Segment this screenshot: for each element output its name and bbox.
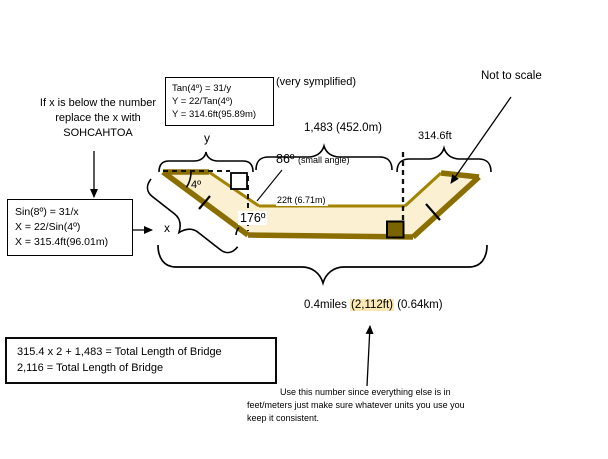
- very-simplified-label: (very symplified): [276, 76, 357, 88]
- y-brace: [159, 152, 253, 172]
- x-measure-label: x: [164, 221, 170, 235]
- tan-formula-line: Y = 22/Tan(4º): [172, 96, 233, 107]
- side-314-brace: [397, 148, 491, 172]
- sin-formula-box: [7, 199, 133, 256]
- units-note: [247, 386, 495, 424]
- tan-formula-line: Tan(4º) = 31/y: [172, 83, 232, 94]
- total-length-line: 2,116 = Total Length of Bridge: [17, 361, 164, 374]
- instruction-line: If x is below the number: [39, 97, 157, 109]
- total-length-line: 315.4 x 2 + 1,483 = Total Length of Bridge: [17, 346, 222, 358]
- sohcahtoa-instruction: [28, 96, 168, 141]
- corner-angle-label: 4º: [191, 179, 202, 191]
- not-to-scale-arrow: [451, 97, 511, 183]
- tan-formula-box: [165, 77, 274, 126]
- not-to-scale-label: Not to scale: [481, 70, 542, 82]
- units-note-line: keep it consistent.: [247, 412, 320, 423]
- total-length-label: [304, 299, 443, 311]
- right-angle-marker-open: [231, 173, 247, 189]
- slope-angle-note: (small angle): [297, 155, 350, 165]
- total-length-highlight: (2,112ft): [351, 299, 394, 311]
- instruction-line: replace the x with: [55, 112, 141, 124]
- deck-span-label: 1,483 (452.0m): [304, 122, 382, 134]
- total-length-box: [5, 337, 277, 384]
- instruction-line: SOHCAHTOA: [63, 127, 133, 139]
- use-note-arrow: [367, 326, 370, 386]
- y-measure-label: y: [204, 131, 210, 145]
- units-note-line: feet/meters just make sure whatever units you use you: [247, 399, 465, 410]
- bend-angle-label: 176º: [240, 211, 266, 225]
- tan-formula-line: Y = 314.6ft(95.89m): [172, 109, 257, 120]
- slope-angle-label: [276, 152, 350, 166]
- total-length-suffix: (0.64km): [394, 299, 443, 311]
- sin-formula-line: X = 315.4ft(96.01m): [15, 236, 109, 248]
- sin-formula-line: X = 22/Sin(4º): [15, 221, 81, 233]
- deck-thickness-label: 22ft (6.71m): [277, 195, 326, 205]
- right-slope-length-label: 314.6ft: [418, 130, 452, 142]
- total-span-brace: [158, 245, 487, 283]
- slope-angle-value: 86º: [276, 152, 295, 166]
- total-length-prefix: 0.4miles: [304, 299, 351, 311]
- right-angle-marker-filled: [387, 222, 404, 238]
- sin-formula-line: Sin(8º) = 31/x: [15, 206, 79, 218]
- units-note-line: Use this number since everything else is in: [280, 387, 451, 397]
